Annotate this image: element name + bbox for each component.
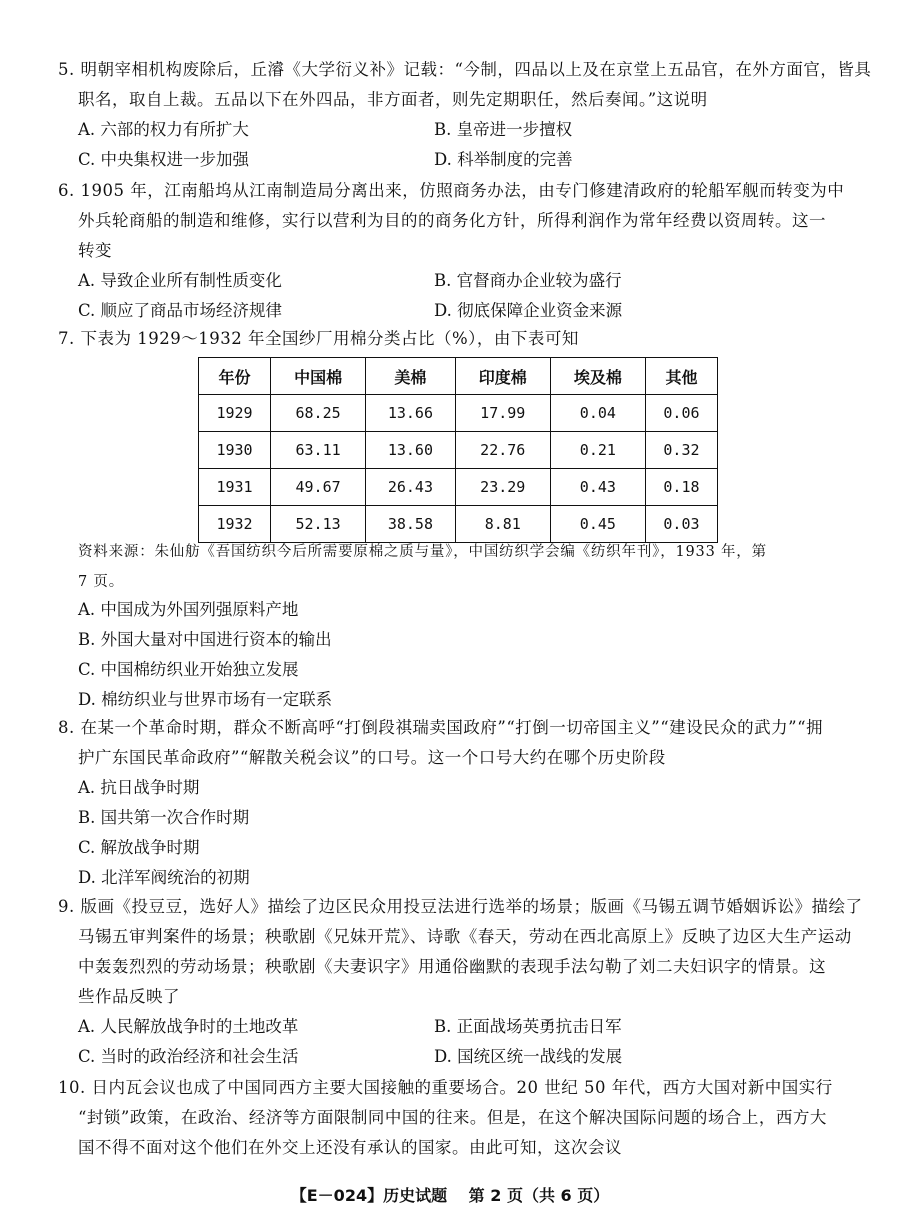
question-8-option-d: D. 北洋军阀统治的初期	[78, 868, 250, 887]
question-9-option-c: C. 当时的政治经济和社会生活	[78, 1047, 299, 1066]
table-cell: 13.66	[366, 395, 456, 432]
table-cell: 52.13	[271, 506, 366, 543]
question-5	[58, 55, 872, 175]
table-cell: 0.18	[645, 469, 717, 506]
question-8-stem-line-2: 护广东国民革命政府”“解散关税会议”的口号。这一个口号大约在哪个历史阶段	[78, 748, 666, 767]
question-10-stem-line-2: “封锁”政策，在政治、经济等方面限制同中国的往来。但是，在这个解决国际问题的场合上，西方大	[78, 1108, 827, 1127]
exam-code: 【E－024】历史试题	[290, 1186, 448, 1205]
question-5-option-d: D. 科举制度的完善	[434, 150, 573, 169]
question-10-stem-line-3: 国不得不面对这个他们在外交上还没有承认的国家。由此可知，这次会议	[78, 1138, 622, 1157]
table-cell: 1929	[199, 395, 271, 432]
question-6-option-a: A. 导致企业所有制性质变化	[78, 271, 282, 290]
question-7-stem: 7. 下表为 1929～1932 年全国纱厂用棉分类占比（%），由下表可知	[58, 329, 579, 348]
source-line-2: 7 页。	[78, 574, 125, 590]
table-cell: 1932	[199, 506, 271, 543]
table-header-cell: 美棉	[366, 358, 456, 395]
table-header-cell: 年份	[199, 358, 271, 395]
table-header-cell: 印度棉	[455, 358, 550, 395]
question-6-stem-line-2: 外兵轮商船的制造和维修，实行以营利为目的的商务化方针，所得利润作为常年经费以资周转。这一	[78, 211, 826, 230]
question-9-stem-line-2: 马锡五审判案件的场景；秧歌剧《兄妹开荒》、诗歌《春天，劳动在西北高原上》反映了边区大生产运动	[78, 927, 852, 946]
question-9-option-a: A. 人民解放战争时的土地改革	[78, 1017, 299, 1036]
table-cell: 68.25	[271, 395, 366, 432]
question-7-option-a: A. 中国成为外国列强原料产地	[78, 600, 299, 619]
table-cell: 23.29	[455, 469, 550, 506]
question-9-stem-line-4: 些作品反映了	[78, 987, 180, 1006]
question-10	[58, 1073, 848, 1163]
question-8	[58, 713, 848, 893]
table-source-note	[78, 537, 848, 597]
table-cell: 63.11	[271, 432, 366, 469]
cotton-usage-table	[198, 357, 718, 543]
table-row	[199, 432, 718, 469]
question-6-stem-line-3: 转变	[78, 241, 112, 260]
question-9	[58, 892, 863, 1072]
question-9-stem-line-1: 9. 版画《投豆豆，选好人》描绘了边区民众用投豆法进行选举的场景；版画《马锡五调节婚姻诉讼》描绘了	[58, 897, 863, 916]
table-header-cell: 其他	[645, 358, 717, 395]
table-cell: 22.76	[455, 432, 550, 469]
question-6-option-d: D. 彻底保障企业资金来源	[434, 301, 623, 320]
table-header-cell: 中国棉	[271, 358, 366, 395]
question-7-option-c: C. 中国棉纺织业开始独立发展	[78, 660, 299, 679]
question-5-option-c: C. 中央集权进一步加强	[78, 150, 250, 169]
table-cell: 8.81	[455, 506, 550, 543]
question-5-stem-line-2: 职名，取自上裁。五品以下在外四品，非方面者，则先定期职任，然后奏闻。”这说明	[78, 90, 708, 109]
question-6-option-b: B. 官督商办企业较为盛行	[434, 271, 622, 290]
question-8-option-b: B. 国共第一次合作时期	[78, 808, 250, 827]
table-header-cell: 埃及棉	[550, 358, 645, 395]
table-row	[199, 395, 718, 432]
table-header-row	[199, 358, 718, 395]
source-line-1: 资料来源：朱仙舫《吾国纺织今后所需要原棉之质与量》，中国纺织学会编《纺织年刊》，1933 年，第	[78, 544, 767, 560]
table-cell: 38.58	[366, 506, 456, 543]
table-cell: 49.67	[271, 469, 366, 506]
question-7-option-d: D. 棉纺织业与世界市场有一定联系	[78, 690, 333, 709]
table-cell: 0.21	[550, 432, 645, 469]
question-9-option-d: D. 国统区统一战线的发展	[434, 1047, 623, 1066]
question-9-option-b: B. 正面战场英勇抗击日军	[434, 1017, 622, 1036]
question-7-options	[58, 595, 848, 715]
table-cell: 0.45	[550, 506, 645, 543]
page-footer	[0, 1183, 900, 1206]
question-5-stem-line-1: 5. 明朝宰相机构废除后，丘濬《大学衍义补》记载：“今制，四品以上及在京堂上五品官，在外方面官，皆具	[58, 60, 872, 79]
table-cell: 0.43	[550, 469, 645, 506]
table-cell: 0.06	[645, 395, 717, 432]
table-cell: 1931	[199, 469, 271, 506]
table-cell: 1930	[199, 432, 271, 469]
table-cell: 0.04	[550, 395, 645, 432]
question-8-option-a: A. 抗日战争时期	[78, 778, 200, 797]
question-8-option-c: C. 解放战争时期	[78, 838, 200, 857]
question-5-option-a: A. 六部的权力有所扩大	[78, 120, 249, 139]
question-10-stem-line-1: 10. 日内瓦会议也成了中国同西方主要大国接触的重要场合。20 世纪 50 年代，西方大国对新中国实行	[58, 1078, 833, 1097]
question-6-option-c: C. 顺应了商品市场经济规律	[78, 301, 283, 320]
table-row	[199, 469, 718, 506]
question-6	[58, 176, 848, 326]
table-cell: 0.32	[645, 432, 717, 469]
question-8-stem-line-1: 8. 在某一个革命时期，群众不断高呼“打倒段祺瑞卖国政府”“打倒一切帝国主义”“建设民众的武力”“拥	[58, 718, 824, 737]
question-7-option-b: B. 外国大量对中国进行资本的输出	[78, 630, 332, 649]
table-cell: 0.03	[645, 506, 717, 543]
question-7	[58, 324, 848, 354]
table-cell: 26.43	[366, 469, 456, 506]
question-9-stem-line-3: 中轰轰烈烈的劳动场景；秧歌剧《夫妻识字》用通俗幽默的表现手法勾勒了刘二夫妇识字的情景。这	[78, 957, 826, 976]
question-6-stem-line-1: 6. 1905 年，江南船坞从江南制造局分离出来，仿照商务办法，由专门修建清政府的轮船军舰而转变为中	[58, 181, 845, 200]
table-cell: 17.99	[455, 395, 550, 432]
page-number: 第 2 页（共 6 页）	[468, 1186, 610, 1205]
table-cell: 13.60	[366, 432, 456, 469]
question-5-option-b: B. 皇帝进一步擅权	[434, 120, 573, 139]
